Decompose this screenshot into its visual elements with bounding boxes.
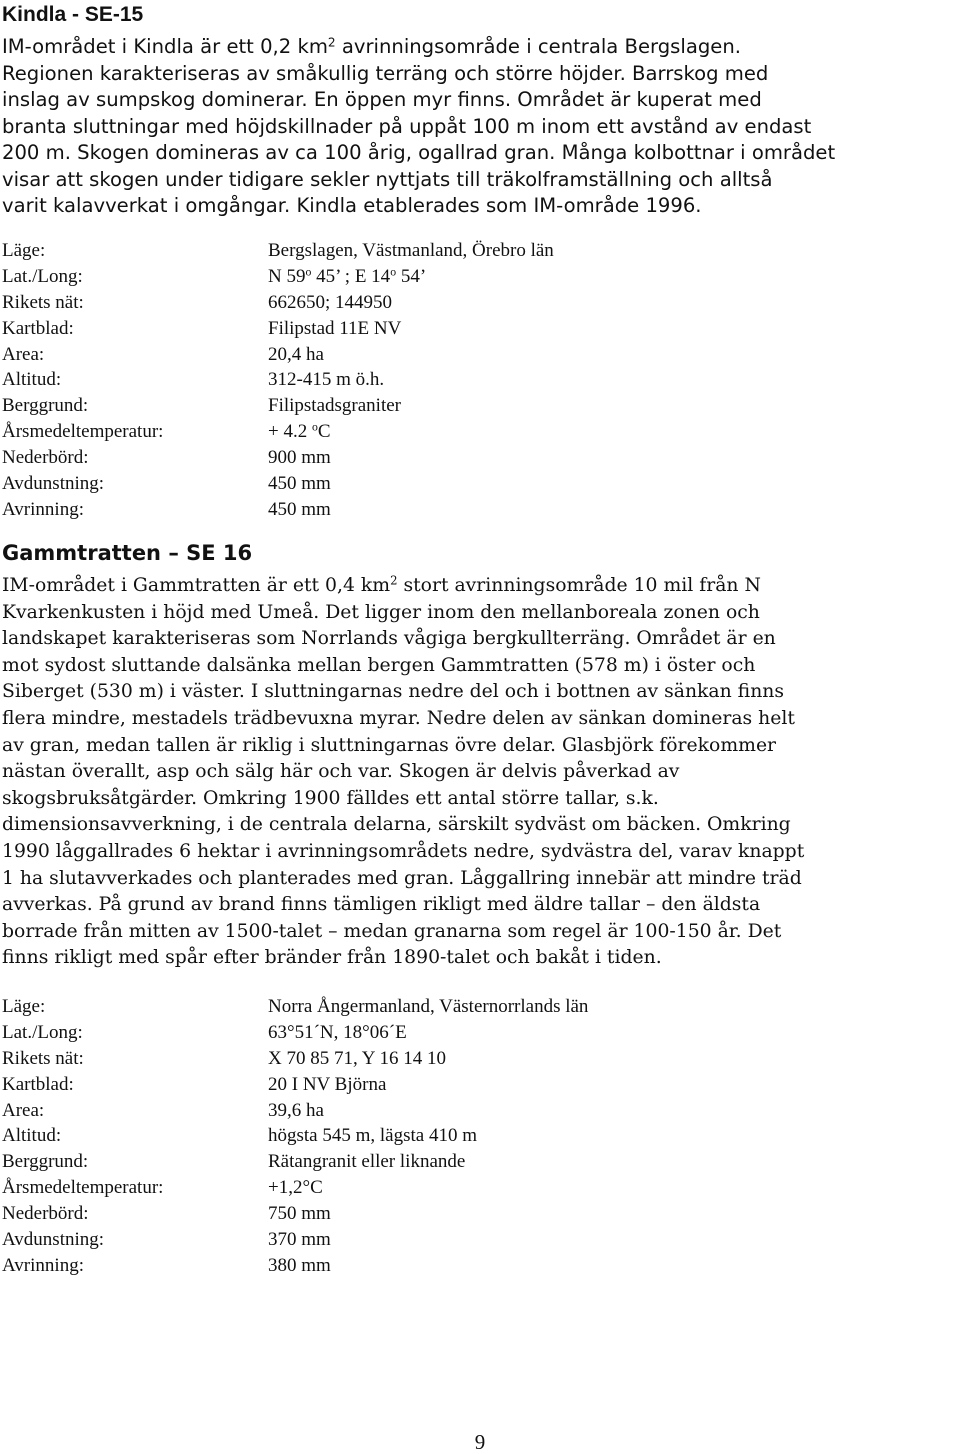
fact-label: Årsmedeltemperatur: bbox=[2, 421, 164, 443]
text-segment: +1,2°C bbox=[268, 1177, 323, 1199]
text-segment: skogsbruksåtgärder. Omkring 1900 fälldes ett antal större tallar, s.k. bbox=[2, 787, 659, 809]
superscript: o bbox=[390, 265, 397, 279]
text-segment: flera mindre, mestadels trädbevuxna myrar. Nedre delen av sänkan domineras helt bbox=[2, 707, 795, 729]
fact-label: Nederbörd: bbox=[2, 447, 89, 469]
fact-label: Läge: bbox=[2, 996, 46, 1017]
fact-label: Rikets nät: bbox=[2, 291, 84, 313]
fact-label: Nederbörd: bbox=[2, 1203, 89, 1225]
superscript: 2 bbox=[327, 35, 336, 50]
fact-value bbox=[268, 1149, 465, 1175]
fact-label: Berggrund: bbox=[2, 395, 89, 417]
text-segment: varit kalavverkat i omgångar. Kindla etablerades som IM-område 1996. bbox=[2, 194, 702, 217]
fact-label: Kartblad: bbox=[2, 317, 74, 339]
fact-value bbox=[268, 419, 331, 445]
fact-label: Altitud: bbox=[2, 1125, 62, 1147]
paragraph-line bbox=[2, 919, 957, 946]
paragraph-line bbox=[2, 706, 957, 733]
fact-value bbox=[268, 445, 331, 471]
fact-value bbox=[268, 290, 392, 316]
fact-row bbox=[2, 393, 554, 419]
fact-label: Läge: bbox=[2, 240, 46, 261]
fact-value bbox=[268, 1072, 386, 1098]
text-segment: 370 mm bbox=[268, 1229, 331, 1251]
paragraph-line bbox=[2, 786, 957, 813]
text-segment: dimensionsavverkning, i de centrala delarna, särskilt sydväst om bäcken. Omkring bbox=[2, 814, 791, 836]
fact-row bbox=[2, 264, 554, 290]
paragraph-line bbox=[2, 193, 957, 220]
fact-row bbox=[2, 1149, 588, 1175]
paragraph-line bbox=[2, 600, 957, 627]
fact-value bbox=[268, 1098, 324, 1124]
fact-label: Lat./Long: bbox=[2, 265, 83, 287]
paragraph-line bbox=[2, 892, 957, 919]
fact-row bbox=[2, 290, 554, 316]
fact-row bbox=[2, 445, 554, 471]
text-segment: Kvarkenkusten i höjd med Umeå. Det ligger inom den mellanboreala zonen och bbox=[2, 601, 760, 623]
fact-label: Årsmedeltemperatur: bbox=[2, 1177, 164, 1199]
text-segment: stort avrinningsområde 10 mil från N bbox=[397, 575, 761, 596]
text-segment: Filipstad 11E NV bbox=[268, 317, 402, 339]
paragraph-line bbox=[2, 839, 957, 866]
text-segment: Regionen karakteriseras av småkullig terräng och större höjder. Barrskog med bbox=[2, 61, 769, 85]
paragraph-line bbox=[2, 34, 957, 61]
fact-value bbox=[268, 1201, 331, 1227]
fact-row bbox=[2, 1020, 588, 1046]
fact-label: Lat./Long: bbox=[2, 1021, 83, 1043]
fact-row bbox=[2, 1046, 588, 1072]
text-segment: finns rikligt med spår efter bränder från 1890-talet och bakåt i tiden. bbox=[2, 947, 662, 969]
fact-value bbox=[268, 1253, 331, 1279]
fact-row bbox=[2, 316, 554, 342]
text-segment: Norra Ångermanland, Västernorrlands län bbox=[268, 996, 589, 1017]
fact-row bbox=[2, 1201, 588, 1227]
fact-label: Avrinning: bbox=[2, 1254, 84, 1276]
text-segment: 900 mm bbox=[268, 447, 331, 469]
text-segment: 45’ ; E 14 bbox=[311, 265, 391, 287]
paragraph-line bbox=[2, 679, 957, 706]
fact-value bbox=[268, 1020, 407, 1046]
paragraph-line bbox=[2, 61, 957, 88]
fact-row bbox=[2, 994, 588, 1020]
paragraph-line bbox=[2, 812, 957, 839]
fact-label: Berggrund: bbox=[2, 1151, 89, 1173]
fact-row bbox=[2, 342, 554, 368]
fact-value bbox=[268, 994, 588, 1020]
fact-value bbox=[268, 316, 401, 342]
fact-value bbox=[268, 471, 331, 497]
fact-row bbox=[2, 1098, 588, 1124]
text-segment: visar att skogen under tidigare sekler nyttjats till träkolframställning och alltså bbox=[2, 167, 773, 191]
kindla-description bbox=[2, 34, 957, 220]
text-segment: 312-415 m ö.h. bbox=[268, 369, 385, 391]
paragraph-line bbox=[2, 114, 957, 141]
fact-row bbox=[2, 1253, 588, 1279]
paragraph-line bbox=[2, 945, 957, 972]
fact-label: Kartblad: bbox=[2, 1073, 74, 1095]
text-segment: 20,4 ha bbox=[268, 343, 324, 365]
text-segment: 20 I NV Björna bbox=[268, 1073, 387, 1095]
fact-row bbox=[2, 1227, 588, 1253]
fact-value bbox=[268, 342, 324, 368]
paragraph-line bbox=[2, 573, 957, 600]
fact-value bbox=[268, 1175, 323, 1201]
text-segment: + 4.2 bbox=[268, 421, 312, 443]
text-segment: 450 mm bbox=[268, 473, 331, 495]
fact-row bbox=[2, 238, 554, 264]
text-segment: Filipstadsgraniter bbox=[268, 395, 401, 417]
fact-value bbox=[268, 238, 554, 264]
fact-row bbox=[2, 367, 554, 393]
text-segment: nästan överallt, asp och sälg här och var. Skogen är delvis påverkad av bbox=[2, 761, 680, 783]
text-segment: X 70 85 71, Y 16 14 10 bbox=[268, 1047, 447, 1069]
fact-label: Area: bbox=[2, 343, 45, 365]
text-segment: 54’ bbox=[396, 265, 427, 287]
fact-value bbox=[268, 497, 331, 523]
fact-label: Altitud: bbox=[2, 369, 62, 391]
fact-label: Avdunstning: bbox=[2, 473, 105, 495]
fact-label: Avdunstning: bbox=[2, 1229, 105, 1251]
paragraph-line bbox=[2, 87, 957, 114]
paragraph-line bbox=[2, 167, 957, 194]
paragraph-line bbox=[2, 626, 957, 653]
fact-value bbox=[268, 264, 426, 290]
text-segment: inslag av sumpskog dominerar. En öppen myr finns. Området är kuperat med bbox=[2, 88, 762, 111]
fact-row bbox=[2, 1123, 588, 1149]
text-segment: C bbox=[317, 421, 331, 443]
fact-row bbox=[2, 497, 554, 523]
fact-label: Rikets nät: bbox=[2, 1047, 84, 1069]
superscript: 2 bbox=[390, 573, 398, 588]
text-segment: avverkas. På grund av brand finns tämligen rikligt med äldre tallar – den äldsta bbox=[2, 894, 761, 916]
kindla-facts-table bbox=[2, 238, 554, 523]
text-segment: branta sluttningar med höjdskillnader på uppåt 100 m inom ett avstånd av endast bbox=[2, 114, 812, 138]
fact-row bbox=[2, 1072, 588, 1098]
gammtratten-facts-table bbox=[2, 994, 588, 1279]
page-number: 9 bbox=[474, 1430, 486, 1454]
text-segment: IM-området i Kindla är ett 0,2 km bbox=[2, 35, 328, 58]
superscript: o bbox=[311, 420, 318, 434]
superscript: o bbox=[305, 265, 312, 279]
text-segment: 1990 låggallrades 6 hektar i avrinningsområdets nedre, sydvästra del, varav knappt bbox=[2, 840, 805, 862]
section-title-gammtratten: Gammtratten – SE 16 bbox=[2, 541, 253, 565]
text-segment: Siberget (530 m) i väster. I sluttningarnas nedre del och i bottnen av sänkan finns bbox=[2, 681, 785, 703]
text-segment: högsta 545 m, lägsta 410 m bbox=[268, 1125, 477, 1147]
text-segment: IM-området i Gammtratten är ett 0,4 km bbox=[2, 575, 391, 596]
text-segment: 750 mm bbox=[268, 1203, 331, 1225]
text-segment: N 59 bbox=[268, 265, 306, 287]
text-segment: borrade från mitten av 1500-talet – medan granarna som regel är 100-150 år. Det bbox=[2, 920, 782, 942]
section-title-kindla: Kindla - SE-15 bbox=[2, 3, 144, 26]
fact-row bbox=[2, 419, 554, 445]
paragraph-line bbox=[2, 140, 957, 167]
text-segment: 450 mm bbox=[268, 498, 331, 520]
text-segment: Bergslagen, Västmanland, Örebro län bbox=[268, 240, 554, 261]
paragraph-line bbox=[2, 759, 957, 786]
fact-value bbox=[268, 1123, 477, 1149]
paragraph-line bbox=[2, 866, 957, 893]
text-segment: 200 m. Skogen domineras av ca 100 årig, ogallrad gran. Många kolbottnar i området bbox=[2, 141, 836, 164]
fact-label: Area: bbox=[2, 1099, 45, 1121]
fact-value bbox=[268, 1227, 331, 1253]
paragraph-line bbox=[2, 733, 957, 760]
fact-value bbox=[268, 1046, 446, 1072]
text-segment: Rätangranit eller liknande bbox=[268, 1151, 466, 1173]
text-segment: 380 mm bbox=[268, 1254, 331, 1276]
text-segment: avrinningsområde i centrala Bergslagen. bbox=[335, 35, 741, 58]
text-segment: 662650; 144950 bbox=[268, 291, 393, 313]
text-segment: mot sydost sluttande dalsänka mellan bergen Gammtratten (578 m) i öster och bbox=[2, 654, 756, 676]
gammtratten-description bbox=[2, 573, 957, 972]
text-segment: landskapet karakteriseras som Norrlands vågiga bergkullterräng. Området är en bbox=[2, 628, 776, 650]
text-segment: 39,6 ha bbox=[268, 1099, 324, 1121]
fact-label: Avrinning: bbox=[2, 498, 84, 520]
text-segment: av gran, medan tallen är riklig i sluttningarnas övre delar. Glasbjörk förekommer bbox=[2, 734, 777, 756]
fact-value bbox=[268, 367, 384, 393]
text-segment: 1 ha slutavverkades och planterades med gran. Låggallring innebär att mindre träd bbox=[2, 867, 802, 889]
text-segment: 63°51´N, 18°06´E bbox=[268, 1021, 407, 1043]
fact-row bbox=[2, 471, 554, 497]
paragraph-line bbox=[2, 653, 957, 680]
fact-row bbox=[2, 1175, 588, 1201]
fact-value bbox=[268, 393, 401, 419]
